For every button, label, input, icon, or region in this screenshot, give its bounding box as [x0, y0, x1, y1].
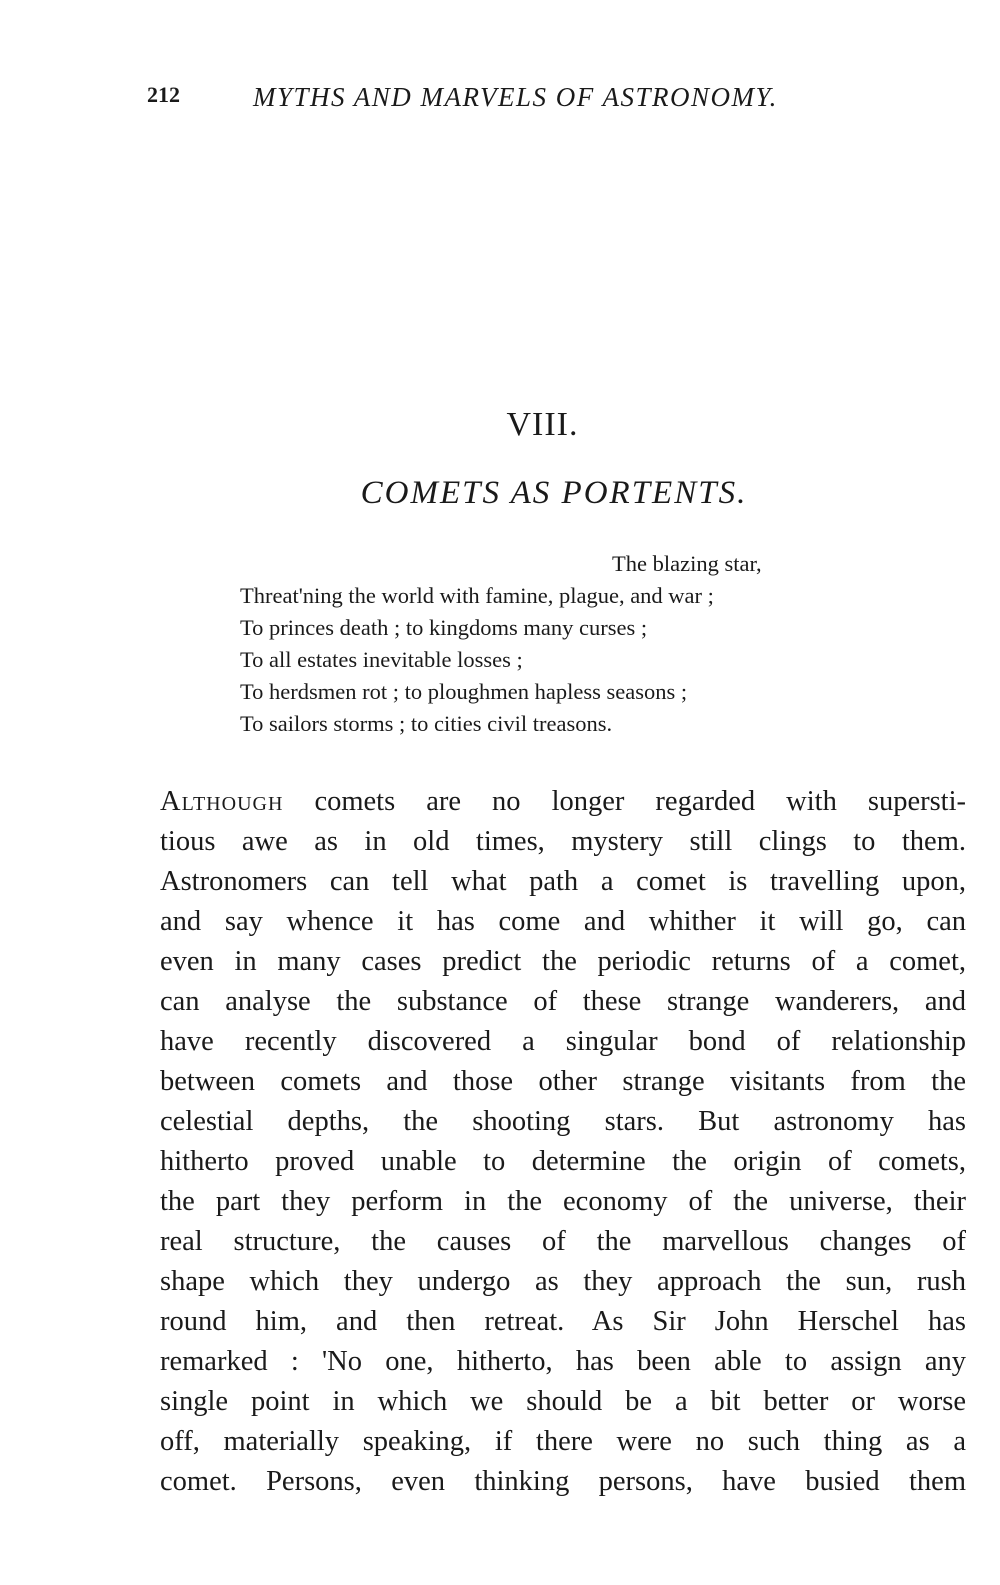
body-paragraph	[160, 782, 966, 1502]
body-line: single point in which we should be a bit better or worse	[160, 1386, 966, 1417]
body-line: have recently discovered a singular bond of relationship	[160, 1026, 966, 1057]
body-line: shape which they undergo as they approach the sun, rush	[160, 1266, 966, 1297]
epigraph-line: To sailors storms ; to cities civil treasons.	[240, 711, 613, 736]
epigraph-line: The blazing star,	[612, 551, 762, 576]
epigraph-line: To all estates inevitable losses ;	[240, 647, 523, 672]
epigraph-line: Threat'ning the world with famine, plague, and war ;	[240, 583, 714, 608]
opening-word: Although	[160, 786, 284, 817]
body-line: remarked : 'No one, hitherto, has been able to assign any	[160, 1346, 966, 1377]
epigraph-line: To herdsmen rot ; to ploughmen hapless seasons ;	[240, 679, 688, 704]
body-line: comet. Persons, even thinking persons, have busied them	[160, 1466, 966, 1497]
body-line: off, materially speaking, if there were no such thing as a	[160, 1426, 966, 1457]
body-line: between comets and those other strange visitants from the	[160, 1066, 966, 1097]
body-line: celestial depths, the shooting stars. But astronomy has	[160, 1106, 966, 1137]
body-line: hitherto proved unable to determine the origin of comets,	[160, 1146, 966, 1177]
chapter-number: VIII.	[506, 406, 579, 443]
chapter-title: COMETS AS PORTENTS.	[360, 475, 748, 511]
body-line: can analyse the substance of these strange wanderers, and	[160, 986, 966, 1017]
body-line	[160, 782, 966, 822]
body-line: tious awe as in old times, mystery still clings to them.	[160, 826, 966, 857]
running-title: MYTHS AND MARVELS OF ASTRONOMY.	[253, 82, 778, 112]
page-number: 212	[147, 82, 180, 107]
body-line: and say whence it has come and whither it will go, can	[160, 906, 966, 937]
epigraph-line: To princes death ; to kingdoms many curses ;	[240, 615, 648, 640]
epigraph	[240, 548, 880, 740]
body-line: real structure, the causes of the marvellous changes of	[160, 1226, 966, 1257]
first-line-text: comets are no longer regarded with supersti-	[314, 786, 967, 817]
body-line: the part they perform in the economy of the universe, their	[160, 1186, 966, 1217]
body-line: even in many cases predict the periodic returns of a comet,	[160, 946, 966, 977]
body-line: round him, and then retreat. As Sir John Herschel has	[160, 1306, 966, 1337]
running-head	[147, 82, 867, 122]
body-line: Astronomers can tell what path a comet is travelling upon,	[160, 866, 966, 897]
